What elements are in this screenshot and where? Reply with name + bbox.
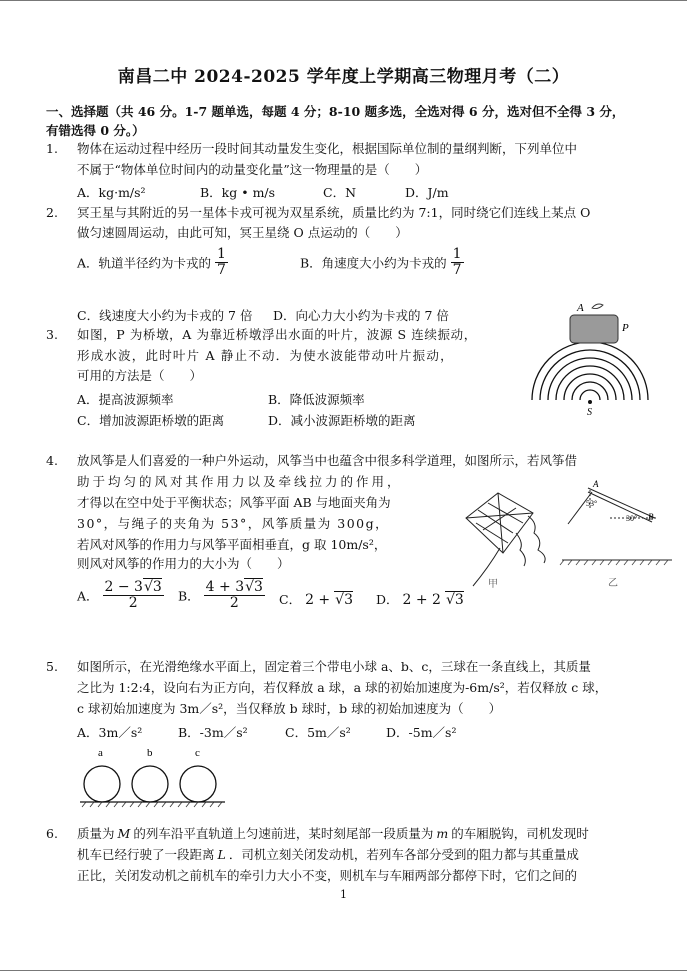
ball-label-b: b [147, 747, 153, 759]
kite-pattern [476, 503, 523, 543]
variable-m-lower: m [436, 826, 449, 841]
ball-b [132, 766, 168, 802]
q1-text-line2: 不属于“物体单位时间内的动量变化量”这一物理量的是（ ） [77, 162, 428, 177]
kite-string-line [568, 492, 592, 524]
ball-a [84, 766, 120, 802]
section-heading-line1: 一、选择题（共 46 分。1-7 题单选，每题 4 分；8-10 题多选，全选对得 6 分，选对但不全得 3 分， [46, 104, 625, 119]
q6-text-line3: 正比，关闭发动机之前机车的牵引力大小不变，则机车与车厢两部分都停下时，它们之间的 [77, 868, 578, 883]
ball-label-c: c [195, 747, 200, 759]
fraction-denominator: 2 [229, 595, 239, 611]
label-s: S [587, 407, 592, 418]
fraction-numerator [204, 580, 265, 596]
q5-three-balls-figure [80, 744, 225, 812]
q4-option-d [376, 590, 464, 608]
q2-option-a-fraction [215, 247, 228, 278]
q1-option-b: B．kg • m/s [200, 185, 276, 200]
radicand-value: 3 [454, 592, 464, 608]
top-page-rule [0, 0, 687, 1]
angle-53-label: 53° [586, 499, 598, 508]
q5-text-line3: c 球初始加速度为 3m／s²，当仅释放 b 球时，b 球的初始加速度为（ ） [77, 701, 502, 716]
radicand-value: 3 [254, 579, 263, 595]
q4-option-c-label: C． [279, 592, 302, 607]
q2-text-line2: 做匀速圆周运动，由此可知，冥王星绕 O 点运动的（ ） [77, 225, 408, 240]
ground-hatching [560, 560, 668, 565]
q5-option-d: D．-5m／s² [386, 725, 457, 740]
numerator-text: 4 + 3 [205, 579, 245, 595]
q3-text-line2: 形成水波，此时叶片 A 静止不动．为使水波能带动叶片振动， [77, 348, 454, 363]
variable-l: L [217, 847, 226, 862]
q4-text-line6: 则风对风筝的作用力的大小为（ ） [77, 556, 290, 571]
q2-option-b [300, 247, 464, 278]
q6-text-line1 [77, 826, 589, 842]
q6-text-part: 的车厢脱钩，司机发现时 [451, 826, 589, 841]
q3-option-c: C．增加波源距桥墩的距离 [77, 413, 225, 428]
kite-plane-ab [588, 488, 655, 518]
q4-text-line2: 助于均匀的风对其作用力以及牵线拉力的作用， [77, 474, 403, 489]
q4-option-b-label: B． [178, 588, 200, 604]
q4-option-b-fraction [204, 580, 265, 611]
fraction-denominator: 7 [217, 262, 226, 278]
q3-text-line3: 可用的方法是（ ） [77, 368, 203, 383]
q4-option-a-fraction [103, 580, 164, 611]
q4-text-line3: 才得以在空中处于平衡状态；风筝平面 AB 与地面夹角为 [77, 495, 391, 510]
q4-option-c [279, 590, 353, 608]
q5-text-line1: 如图所示，在光滑绝缘水平面上，固定着三个带电小球 a、b、c，三球在一条直线上，其质量 [77, 659, 591, 674]
q1-number: 1. [46, 141, 58, 156]
kite-figure-jia [458, 488, 558, 588]
figure-label-jia: 甲 [488, 579, 498, 590]
fraction-denominator: 7 [452, 262, 462, 278]
angle-30-label: 30° [626, 514, 638, 523]
ball-label-a: a [98, 747, 103, 759]
kite-tail-2 [516, 533, 525, 566]
q4-text-line4: 30°，与绳子的夹角为 53°，风筝质量为 300g， [77, 516, 390, 531]
sqrt-radicand: √3 [335, 592, 353, 608]
q2-option-b-fraction [451, 247, 464, 278]
q4-option-c-expr: 2 + [305, 592, 331, 608]
leaf-icon [592, 304, 603, 309]
q2-option-a [77, 247, 228, 278]
radicand-value: 3 [152, 579, 162, 595]
q6-text-part: 的列车沿平直轨道上匀速前进，某时刻尾部一段质量为 [133, 826, 434, 841]
q2-text-line1: 冥王星与其附近的另一星体卡戎可视为双星系统，质量比约为 7:1，同时绕它们连线上某点 O [77, 205, 591, 220]
q4-option-d-expr: 2 + 2 [402, 592, 441, 608]
sqrt-radicand: √3 [143, 579, 162, 595]
q3-text-line1: 如图，P 为桥墩，A 为靠近桥墩浮出水面的叶片，波源 S 连续振动， [77, 327, 477, 342]
q5-option-a: A．3m／s² [77, 725, 143, 740]
figure-label-yi: 乙 [608, 578, 618, 589]
q5-option-c: C．5m／s² [285, 725, 351, 740]
q3-number: 3. [46, 327, 58, 342]
ball-c [180, 766, 216, 802]
q3-option-d: D．减小波源距桥墩的距离 [268, 413, 416, 428]
kite-tail [528, 516, 545, 563]
exam-title: 南昌二中 2024-2025 学年度上学期高三物理月考（二） [117, 67, 570, 87]
q5-number: 5. [46, 659, 58, 674]
q4-text-line1: 放风筝是人们喜爱的一种户外运动，风筝当中也蕴含中很多科学道理，如图所示，若风筝借 [77, 453, 578, 468]
point-a-label: A [593, 479, 599, 489]
q3-option-b: B．降低波源频率 [268, 392, 365, 407]
q5-text-line2: 之比为 1:2:4，设向右为正方向，若仅释放 a 球，a 球的初始加速度为-6m/s²，若仅释放 c 球， [77, 680, 608, 695]
q6-text-part: ．司机立刻关闭发动机，若列车各部分受到的阻力都与其重量成 [228, 847, 579, 862]
q1-option-d: D．J/m [405, 185, 449, 200]
fraction-numerator [103, 580, 164, 596]
q2-option-b-text: B．角速度大小约为卡戎的 [300, 255, 447, 271]
q2-number: 2. [46, 205, 58, 220]
q4-option-a-label: A． [77, 588, 99, 604]
q3-wave-figure [530, 300, 655, 418]
q2-option-d: D．向心力大小约为卡戎的 7 倍 [273, 308, 449, 323]
q2-option-c: C．线速度大小约为卡戎的 7 倍 [77, 308, 253, 323]
fraction-numerator: 1 [217, 246, 226, 262]
q4-option-a [77, 580, 164, 611]
sqrt-radicand: √3 [245, 579, 263, 595]
q4-number: 4. [46, 453, 58, 468]
label-a: A [577, 302, 584, 314]
water-wave-rings [532, 342, 648, 400]
page-number: 1 [340, 888, 347, 901]
surface-hatching [82, 802, 222, 807]
q4-text-line5: 若风对风筝的作用力与风筝平面相垂直，g 取 10m/s²， [77, 537, 387, 552]
q6-number: 6. [46, 826, 58, 841]
variable-m-upper: M [117, 826, 131, 841]
numerator-text: 2 − 3 [104, 579, 143, 595]
q1-option-a: A．kg·m/s² [77, 185, 146, 200]
q4-option-b [178, 580, 265, 611]
fraction-denominator: 2 [128, 595, 138, 611]
q6-text-part: 机车已经行驶了一段距离 [77, 847, 215, 862]
q6-text-part: 质量为 [77, 826, 115, 841]
q3-option-a: A．提高波源频率 [77, 392, 174, 407]
section-heading-line2: 有错选得 0 分。） [46, 123, 145, 138]
sqrt-radicand: √3 [445, 592, 464, 608]
kite-diagram-yi [560, 478, 675, 588]
q2-option-a-text: A．轨道半径约为卡戎的 [77, 255, 212, 271]
q5-option-b: B．-3m／s² [178, 725, 248, 740]
fraction-numerator: 1 [452, 246, 462, 262]
q6-text-line2 [77, 847, 579, 863]
label-p: P [622, 322, 629, 334]
wave-source-dot [588, 400, 592, 404]
q1-text-line1: 物体在运动过程中经历一段时间其动量发生变化，根据国际单位制的量纲判断，下列单位中 [77, 141, 578, 156]
radicand-value: 3 [344, 592, 353, 608]
point-b-label: B [648, 512, 654, 522]
q4-option-d-label: D． [376, 592, 399, 607]
q1-option-c: C．N [323, 185, 357, 200]
bridge-pier [570, 315, 618, 343]
